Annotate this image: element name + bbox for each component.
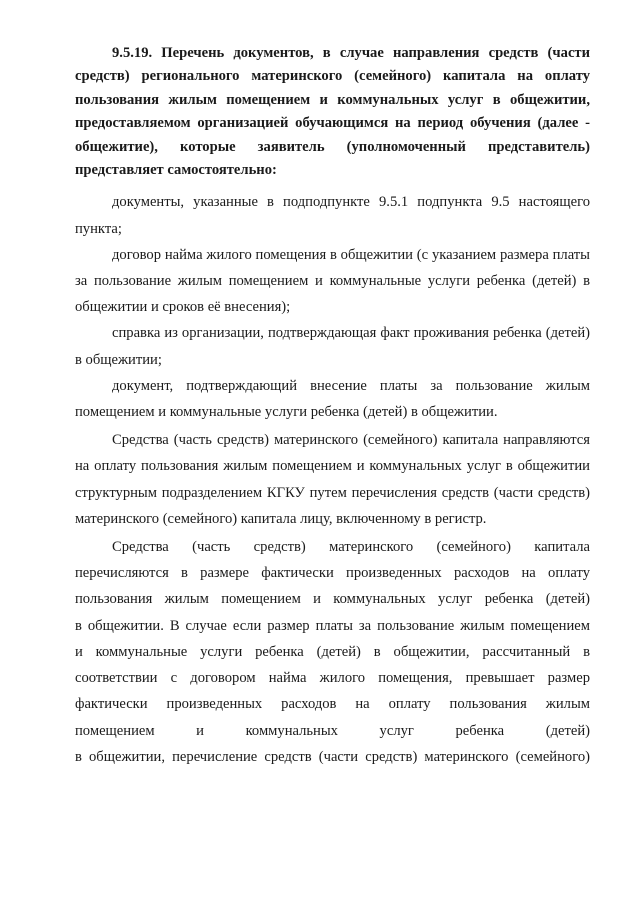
text-line: в общежитии. В случае если размер платы за пользование жилым помещением xyxy=(75,617,590,634)
section-heading: 9.5.19. Перечень документов, в случае направления средств (части средств) регионального материнского (семейного) капитала на оплату пользования жилым помещением и коммунальных услуг в общежитии, предоставляемом организацией обучающимся на период обучения (далее - общежитие), которые заявитель (уполномоченный представитель) представляет самостоятельно: xyxy=(75,45,590,179)
text-line: помещением и коммунальных услуг ребенка (детей) xyxy=(75,722,590,739)
text-line: соответствии с договором найма жилого помещения, превышает размер xyxy=(75,670,590,687)
paragraph-funds-transfer xyxy=(75,534,590,770)
document-page xyxy=(75,42,590,770)
paragraph-payment-document: документ, подтверждающий внесение платы за пользование жилым помещением и коммунальные услуги ребенка (детей) в общежитии. xyxy=(75,377,590,421)
text-line: Средства (часть средств) материнского (семейного) капитала xyxy=(112,539,590,556)
paragraph-rental-agreement: договор найма жилого помещения в общежитии (с указанием размера платы за пользование жилым помещением и коммунальные услуги ребенка (детей) в общежитии и сроков её внесения); xyxy=(75,246,590,316)
text-line: фактически произведенных расходов на оплату пользования жилым xyxy=(75,696,590,713)
text-line: и коммунальные услуги ребенка (детей) в общежитии, рассчитанный в xyxy=(75,643,590,660)
paragraph-funds-direction: Средства (часть средств) материнского (семейного) капитала направляются на оплату пользования жилым помещением и коммунальных услуг в общежитии структурным подразделением КГКУ путем перечисления средств (части средств) материнского (семейного) капитала лицу, включенному в регистр. xyxy=(75,432,590,527)
text-line: в общежитии, перечисление средств (части средств) материнского (семейного) xyxy=(75,748,590,765)
text-line: перечисляются в размере фактически произведенных расходов на оплату xyxy=(75,565,590,582)
paragraph-residence-certificate: справка из организации, подтверждающая факт проживания ребенка (детей) в общежитии; xyxy=(75,325,590,368)
paragraph-documents-listed: документы, указанные в подподпункте 9.5.1 подпункта 9.5 настоящего пункта; xyxy=(75,194,590,237)
text-line: пользования жилым помещением и коммунальных услуг ребенка (детей) xyxy=(75,591,590,608)
